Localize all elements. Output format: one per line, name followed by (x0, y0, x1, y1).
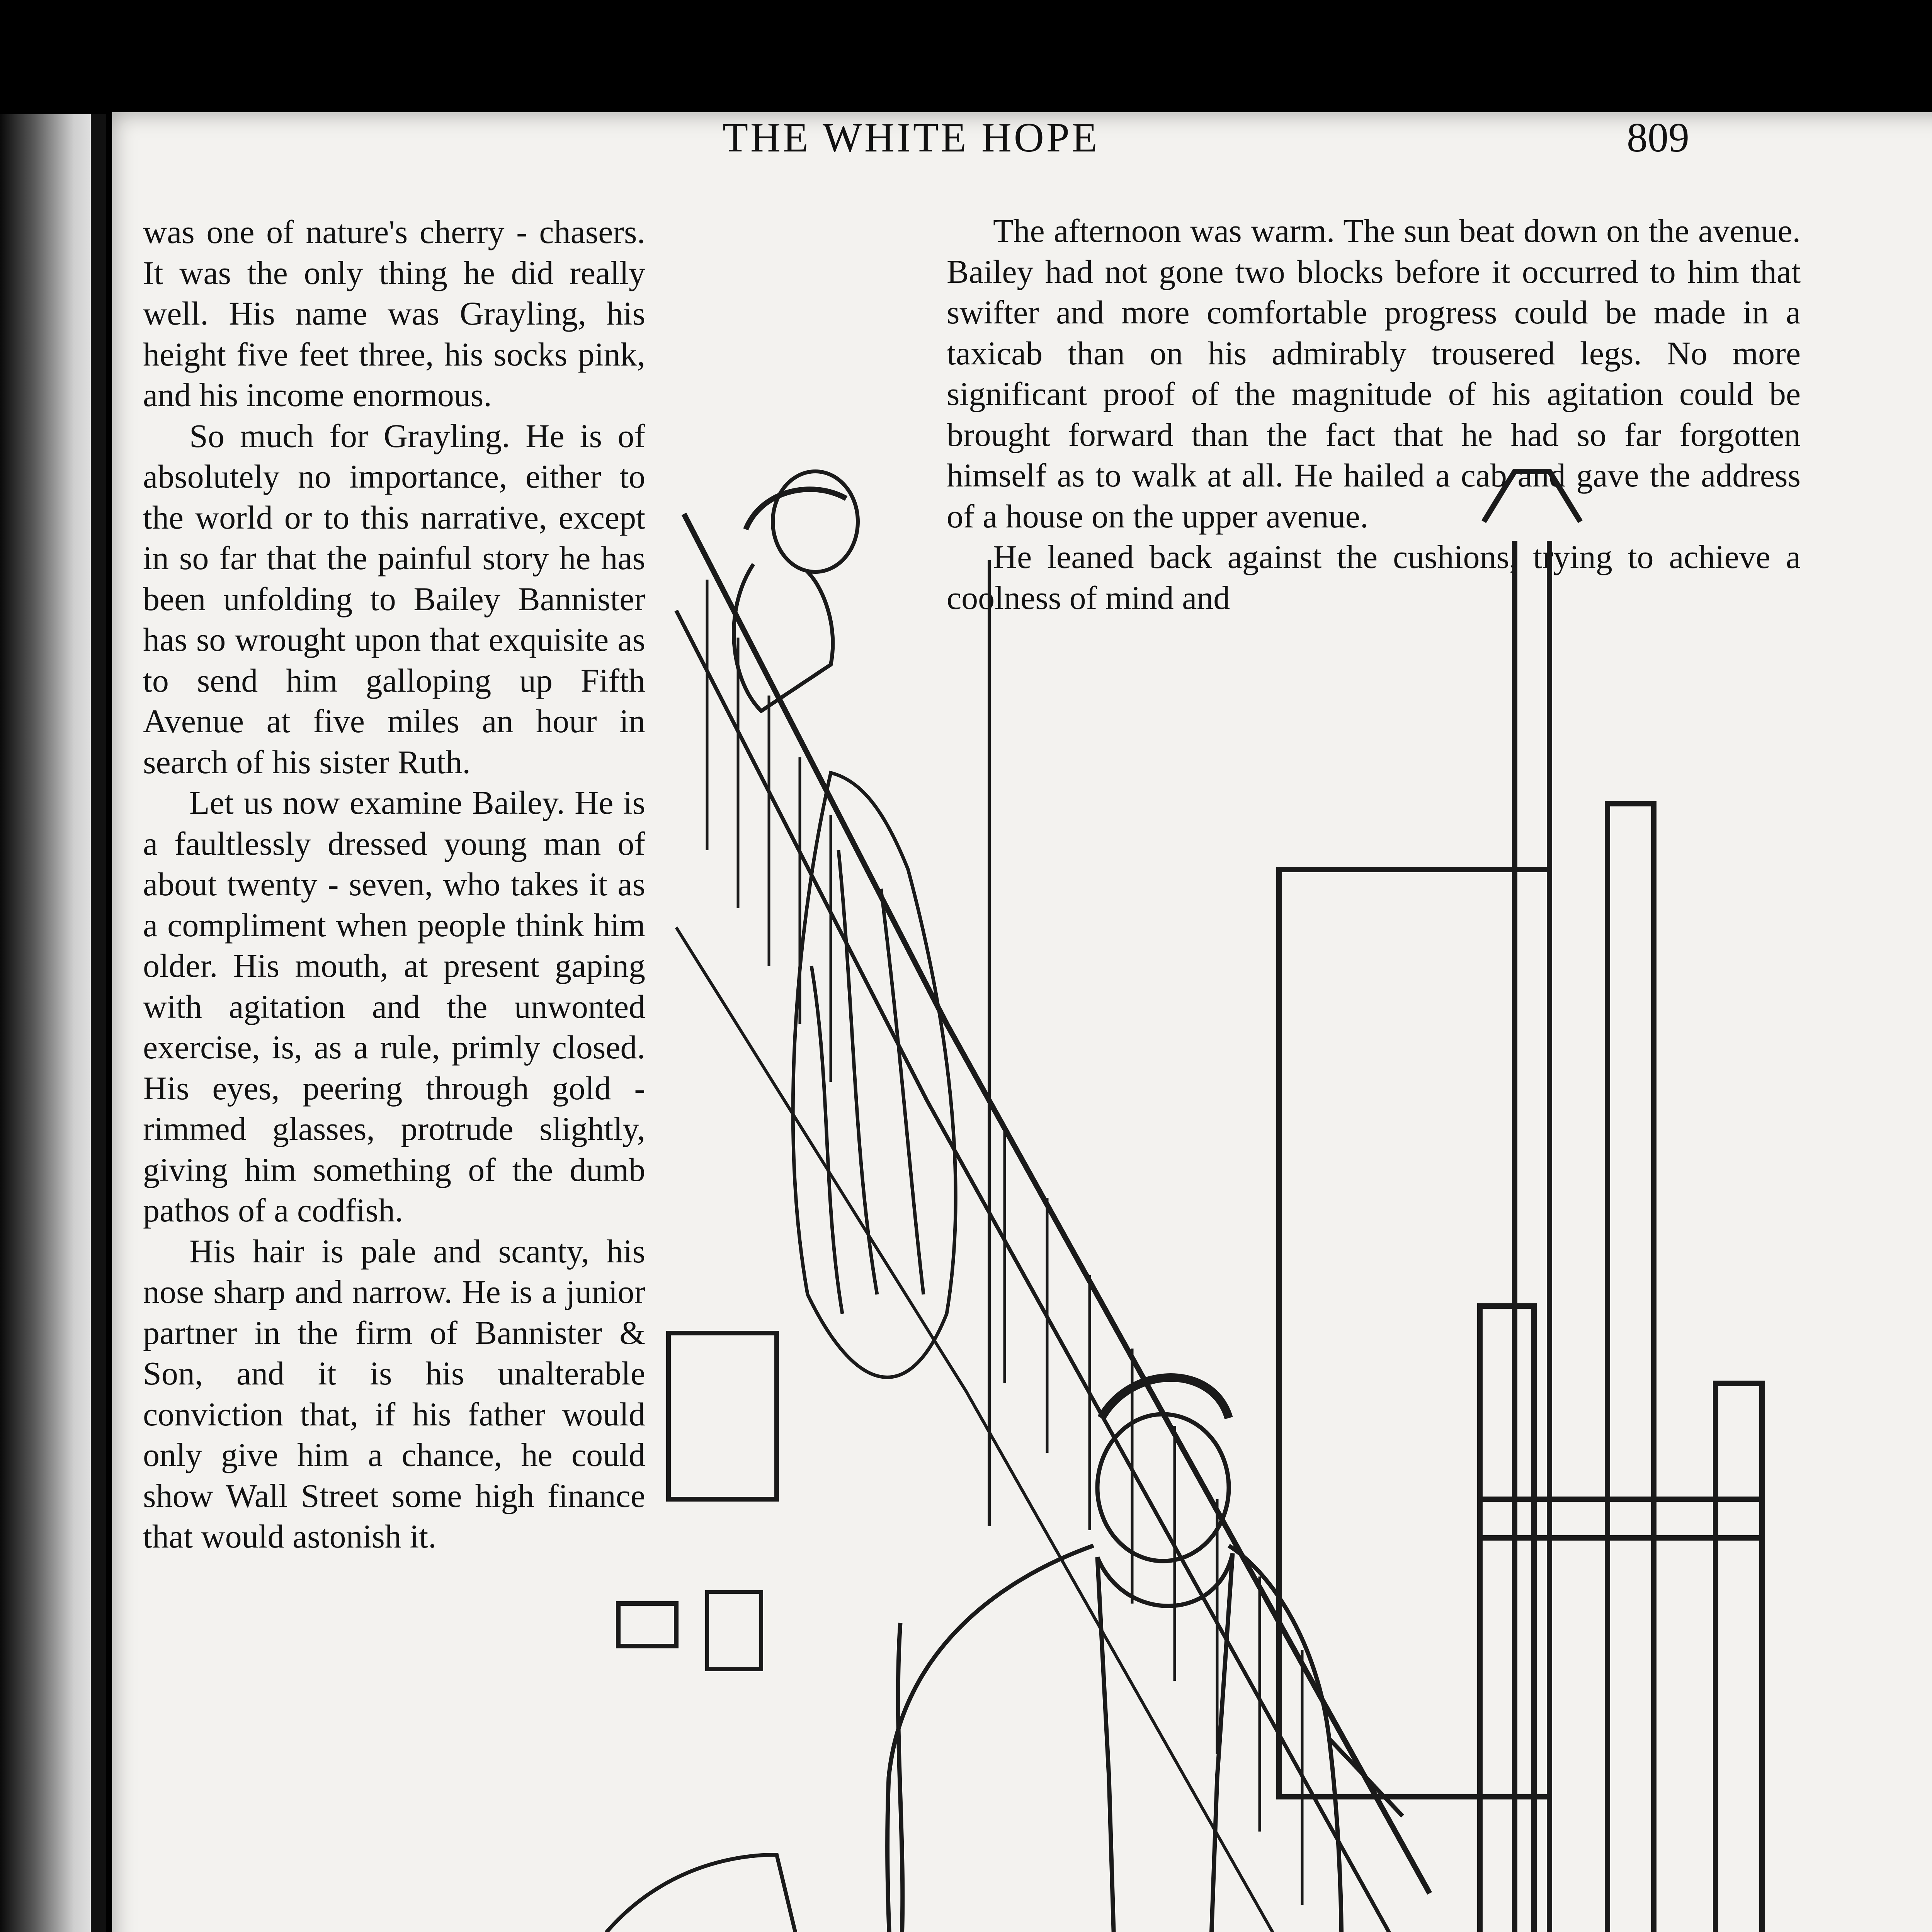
running-header-title: THE WHITE HOPE (723, 115, 1100, 161)
paragraph: Let us now examine Bailey. He is a faultlessly dressed young man of about twenty - seven, who takes it as a compliment when people think him older. His mouth, at present gaping with agitation and the unwonted exercise, is, as a rule, primly closed. His eyes, peering through gold - rimmed glasses, protrude slightly, giving him something of the dumb pathos of a codfish. (143, 784, 645, 1229)
paragraph: He leaned back against the cushions, trying to achieve a coolness of mind and (947, 538, 1801, 616)
staircase-drawing (676, 514, 1430, 1932)
paragraph: His hair is pale and scanty, his nose sharp and narrow. He is a junior partner in the firm of Bannister & Son, and it is his unalterable conviction that, if his father would only give him a chance, he could show Wall Street some high finance that would astonish it. (143, 1232, 645, 1555)
man-at-railing-figure (734, 471, 858, 711)
paragraph: So much for Grayling. He is of absolutely no importance, either to the world or to this narrative, except in so far that the painful story he has been unfolding to Bailey Bannister has so wrought upon that exquisite as to send him galloping up Fifth Avenue at five miles an hour in search of his sister Ruth. (143, 417, 645, 781)
adjacent-page-edge (0, 114, 99, 1932)
easel-drawing (1005, 471, 1797, 1932)
page-number: 809 (1627, 115, 1689, 161)
illustration-staircase-easel (560, 464, 1828, 1932)
paragraph: was one of nature's cherry - chasers. It was the only thing he did really well. His name was Grayling, his height five feet three, his socks pink, and his income enormous. (143, 213, 645, 413)
woman-in-coat-figure (888, 1378, 1403, 1932)
hanging-shawl-drawing (793, 773, 956, 1377)
chair-drawing (606, 1855, 800, 1932)
paragraph: The afternoon was warm. The sun beat down on the avenue. Bailey had not gone two blocks before it occurred to him that swifter and more comfortable progress could be made in a taxicab than on his admirably trousered legs. No more significant proof of the magnitude of his agitation could be brought forward than the fact that he had so far forgotten himself as to walk at all. He hailed a cab and gave the address of a house on the upper avenue. (947, 212, 1801, 535)
wall-pictures (618, 1333, 777, 1669)
